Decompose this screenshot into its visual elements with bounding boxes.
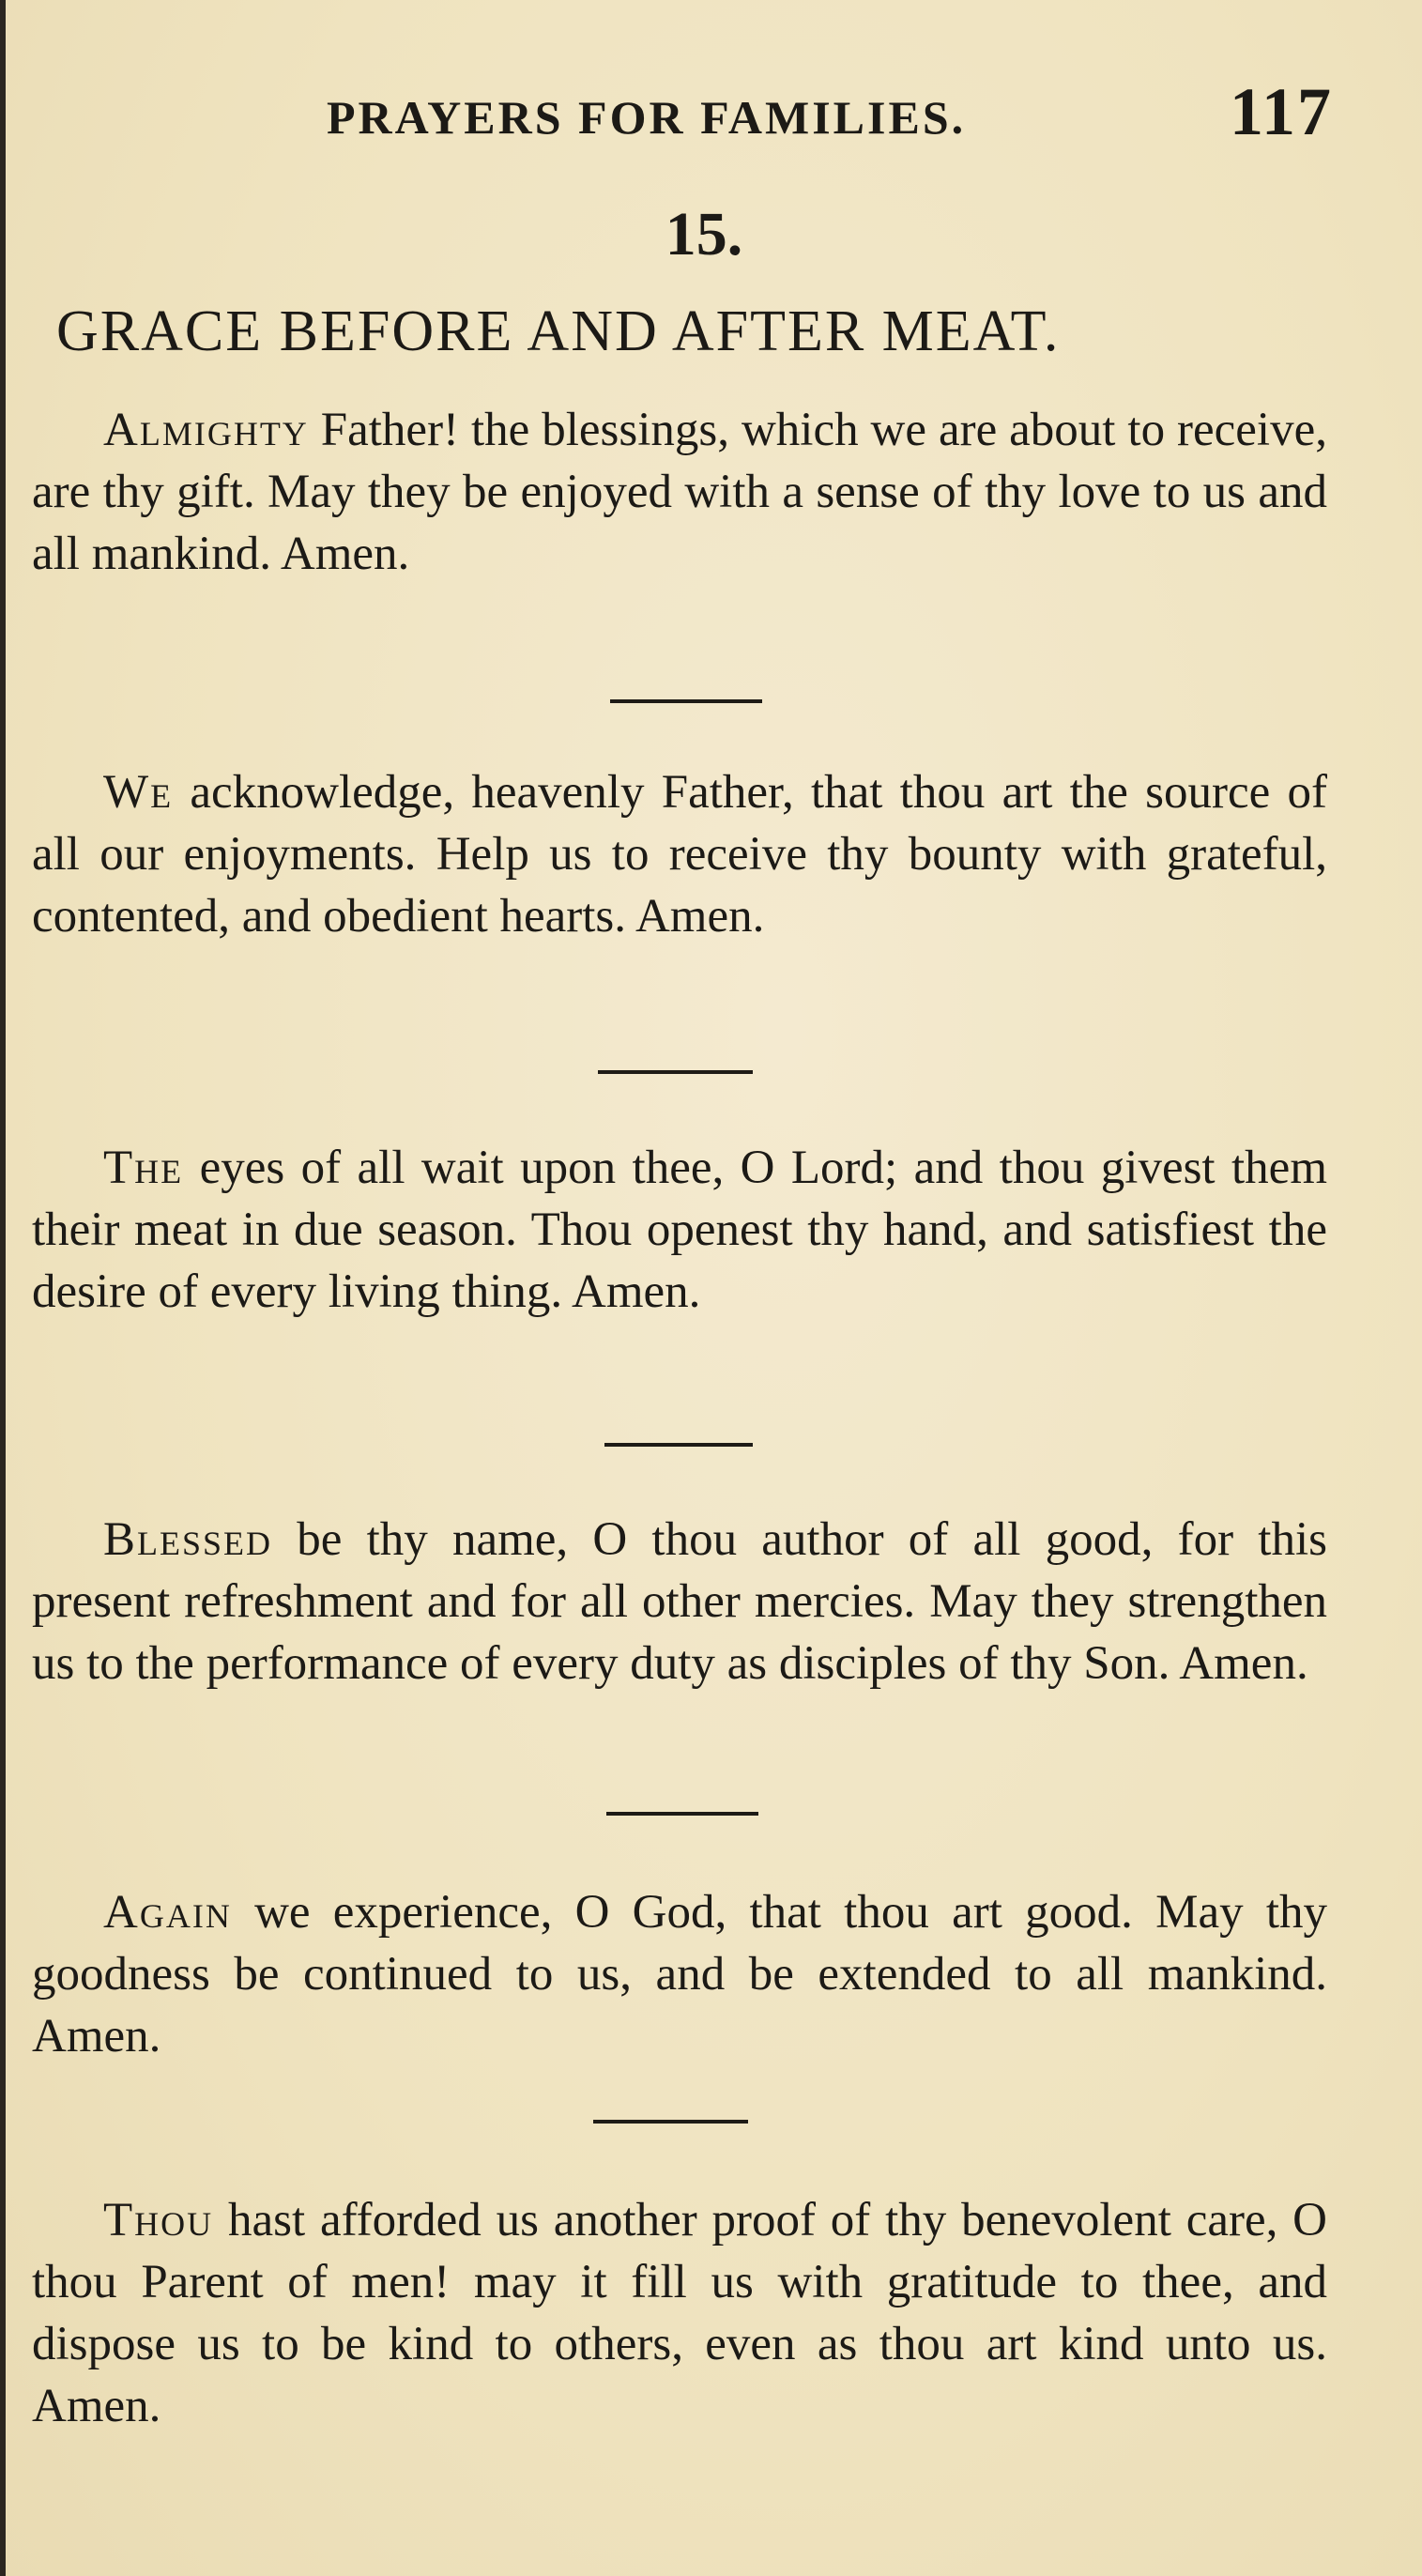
prayer-text: be thy name, O thou author of all good, for this present refreshment and for all other mercies. May they strengthen us to the performance of every duty as disciples of thy Son. Amen. — [32, 1513, 1327, 1690]
prayer-lead-word: The — [103, 1142, 184, 1194]
section-divider — [606, 1812, 758, 1816]
section-divider — [593, 2120, 748, 2124]
page-number: 117 — [1229, 74, 1333, 149]
prayer-paragraph — [32, 1137, 1327, 1323]
prayer-paragraph — [32, 2189, 1327, 2437]
prayer-paragraph — [32, 1881, 1327, 2067]
prayer-text: hast afforded us another proof of thy benevolent care, O thou Parent of men! may it fill us with gratitude to thee, and dispose us to be kind to others, even as thou art kind unto us. Amen. — [32, 2194, 1327, 2432]
page-edge-shadow — [0, 0, 6, 2576]
section-divider — [610, 699, 762, 703]
section-title: GRACE BEFORE AND AFTER MEAT. — [56, 299, 1061, 363]
section-divider — [598, 1070, 753, 1074]
prayer-lead-word: Again — [103, 1886, 232, 1939]
prayer-text: Father! the blessings, which we are about to receive, are thy gift. May they be enjoyed with a sense of thy love to us and all mankind. Amen. — [32, 404, 1327, 580]
prayer-paragraph — [32, 761, 1327, 947]
prayer-text: eyes of all wait upon thee, O Lord; and thou givest them their meat in due season. Thou openest thy hand, and satisfiest the desire of every living thing. Amen. — [32, 1142, 1327, 1318]
section-divider — [604, 1443, 753, 1447]
prayer-text: we experience, O God, that thou art good. May thy goodness be continued to us, and be extended to all mankind. Amen. — [32, 1886, 1327, 2062]
prayer-text: acknowledge, heavenly Father, that thou art the source of all our enjoyments. Help us to receive thy bounty with grateful, contented, and obedient hearts. Amen. — [32, 766, 1327, 943]
prayer-lead-word: Thou — [103, 2194, 214, 2246]
running-title: PRAYERS FOR FAMILIES. — [327, 91, 967, 144]
prayer-paragraph — [32, 1509, 1327, 1694]
prayer-lead-word: Blessed — [103, 1513, 273, 1566]
prayer-paragraph — [32, 399, 1327, 585]
prayer-lead-word: Almighty — [103, 404, 309, 456]
section-number: 15. — [665, 200, 743, 268]
prayer-lead-word: We — [103, 766, 174, 819]
running-head — [0, 73, 1333, 158]
